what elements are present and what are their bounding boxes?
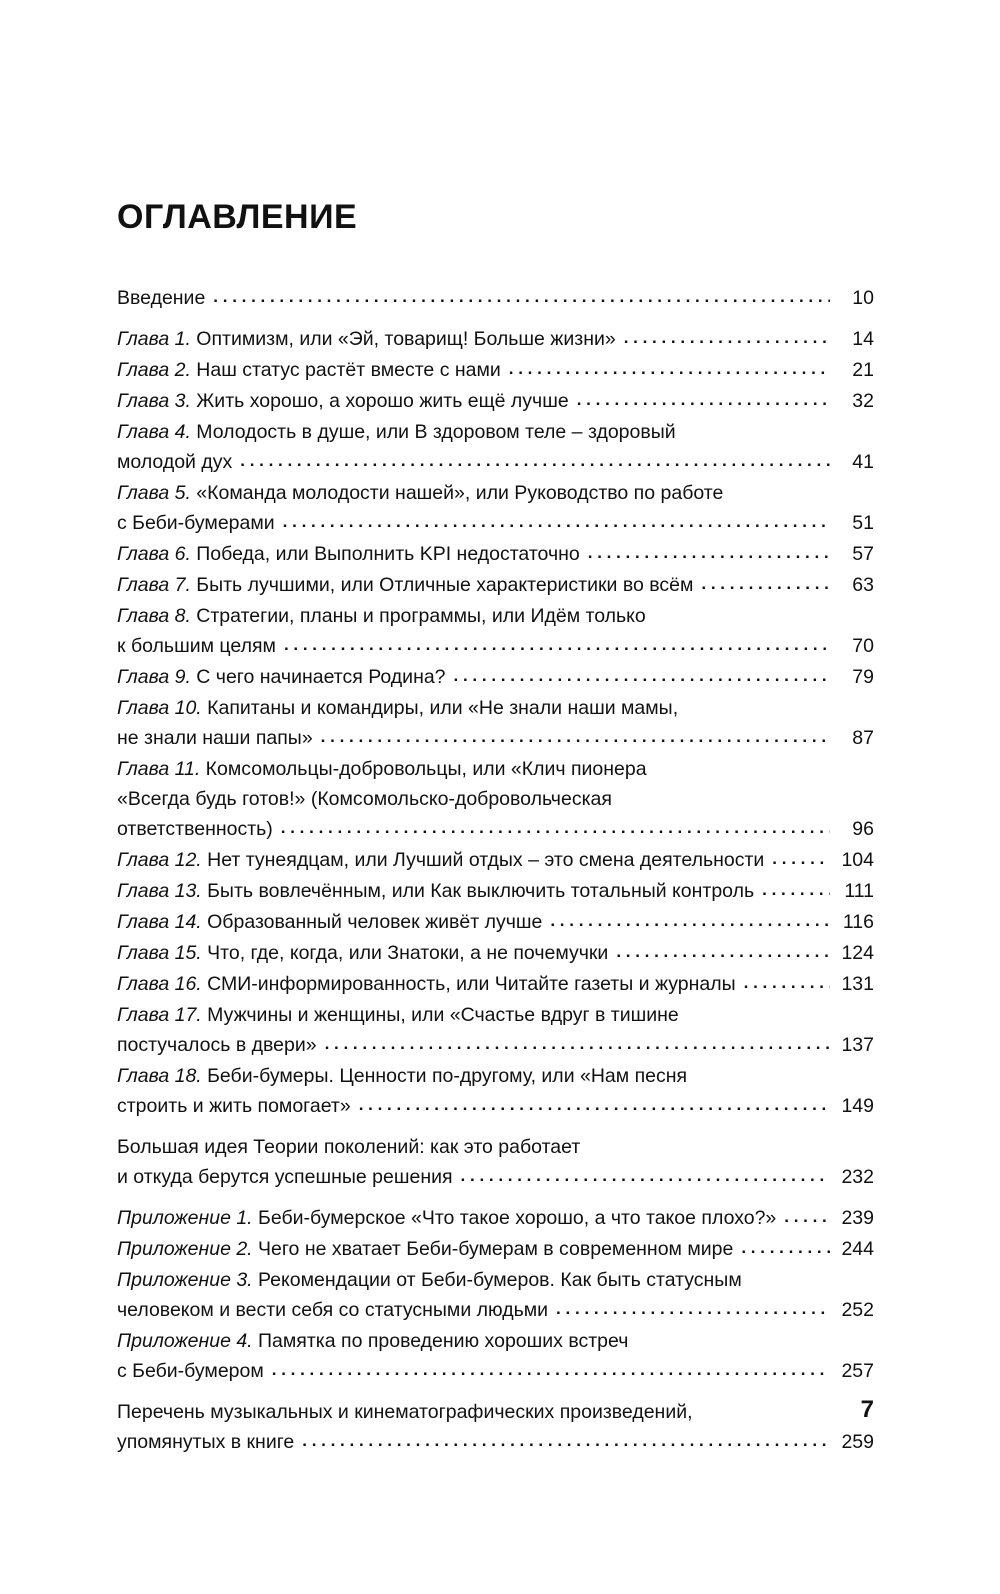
toc-entry-text [117,1091,351,1121]
page-number: 7 [860,1396,874,1423]
toc-entry [117,1203,874,1234]
toc-entry-line [117,447,874,478]
toc-page-number: 10 [852,287,874,309]
toc-entry-title: человеком и вести себя со статусными людьми [117,1299,549,1321]
dot-leader [321,721,830,752]
toc-entry-title: Жить хорошо, а хорошо жить ещё лучше [190,390,569,412]
toc-entry-line [117,845,874,876]
toc-entry-line [117,938,874,969]
toc-entry-label: Глава 11. [117,758,201,780]
toc-entry-title: Большая идея Теории поколений: как это работает [117,1136,581,1158]
toc-entry-line [117,1397,874,1427]
toc-entry-title: Победа, или Выполнить KPI недостаточно [190,543,580,565]
toc-entry [117,1265,874,1326]
toc-entry-text [117,876,754,906]
toc-entry-text [117,1203,776,1233]
toc-entry-label: Глава 4. [117,421,191,443]
toc-entry-text [117,324,616,354]
toc-entry-label: Глава 8. [117,605,191,627]
toc-entry-line [117,1427,874,1458]
toc-entry-title: не знали наши папы» [117,727,313,749]
toc-entry-line [117,1132,874,1162]
toc-entry-title: молодой дух [117,451,233,473]
toc-entry-line [117,539,874,570]
dot-leader [556,1293,830,1324]
toc-entry-label: Глава 3. [117,390,191,412]
dot-leader [741,1232,830,1263]
toc-entry-line [117,1203,874,1234]
toc-entry-label: Глава 9. [117,666,191,688]
toc-entry-label: Приложение 1. [117,1207,253,1229]
toc-entry-line [117,1000,874,1030]
toc-page-number: 57 [852,543,874,565]
dot-leader [272,1354,830,1385]
toc-entry-title: с Беби-бумерами [117,512,275,534]
toc-entry-label: Глава 6. [117,543,191,565]
toc-entry [117,693,874,754]
toc-page-number: 96 [852,818,874,840]
toc-entry-line [117,1356,874,1387]
toc-entry [117,1234,874,1265]
toc-page-number: 41 [852,451,874,473]
toc-entry-line [117,355,874,386]
toc-entry [117,417,874,478]
toc-entry [117,283,874,314]
dot-leader [577,384,830,415]
toc-entry-title: Молодость в душе, или В здоровом теле – здоровый [190,421,676,443]
toc-entry-text [117,1030,317,1060]
toc-entry-text [117,723,313,753]
toc-entry-line [117,969,874,1000]
toc-entry [117,1397,874,1458]
toc-entry-title: Введение [117,287,206,309]
toc-entry [117,386,874,417]
toc-entry-title: Беби-бумерское «Что такое хорошо, а что такое плохо?» [252,1207,777,1229]
toc-page-number: 257 [841,1360,874,1382]
toc-page-number: 131 [841,973,874,995]
toc-entry-label: Глава 14. [117,911,202,933]
toc-page-number: 116 [842,911,874,933]
toc-entry-line [117,1295,874,1326]
toc-entry-text [117,631,276,661]
toc-entry-text [117,1234,733,1264]
toc-entry-title: Памятка по проведению хороших встреч [252,1330,629,1352]
toc-entry-text [117,1295,548,1325]
toc-page-number: 252 [841,1299,874,1321]
toc-entry [117,662,874,693]
toc-entry [117,570,874,601]
toc-entry-line [117,570,874,601]
toc-entry-label: Приложение 3. [117,1269,253,1291]
dot-leader [624,322,830,353]
toc-entry-line [117,907,874,938]
toc-entry-text [117,283,205,313]
dot-leader [701,568,830,599]
toc-page-number: 259 [841,1431,874,1453]
toc-page-number: 70 [852,635,874,657]
toc-entry-title: СМИ-информированность, или Читайте газеты и журналы [201,973,736,995]
toc-entry-title: с Беби-бумером [117,1360,264,1382]
toc-entry-title: к большим целям [117,635,276,657]
toc-page-number: 32 [852,390,874,412]
toc-entry-line [117,1265,874,1295]
toc-entry-text [117,447,232,477]
toc-entry-line [117,324,874,355]
toc-entry-label: Глава 12. [117,849,202,871]
toc-entry [117,1132,874,1193]
toc-entry-line [117,754,874,784]
toc-page-number: 149 [841,1095,874,1117]
toc-entry [117,938,874,969]
dot-leader [509,353,830,384]
toc-entry [117,876,874,907]
toc-entry-text [117,1162,453,1192]
toc-entry-text [117,1427,294,1457]
toc-entry-line [117,814,874,845]
toc-entry [117,969,874,1000]
toc-entry-title: постучалось в двери» [117,1034,317,1056]
dot-leader [284,629,830,660]
toc-entry-title: Капитаны и командиры, или «Не знали наши мамы, [201,697,679,719]
toc-entry-text [117,355,501,385]
toc-entry-title: Чего не хватает Беби-бумерам в современном мире [252,1238,734,1260]
toc-entry-title: Беби-бумеры. Ценности по-другому, или «Нам песня [201,1065,688,1087]
toc-entry [117,754,874,845]
toc-entry [117,1326,874,1387]
dot-leader [772,843,830,874]
toc-page-number: 51 [852,512,874,534]
toc-entry [117,355,874,386]
toc-entry-line [117,631,874,662]
toc-entry-text [117,386,569,416]
dot-leader [744,967,830,998]
toc-entry-line [117,1061,874,1091]
toc-entry-title: Оптимизм, или «Эй, товарищ! Больше жизни» [190,328,616,350]
toc-entry-text [117,539,580,569]
toc-entry-line [117,662,874,693]
toc-page-number: 104 [841,849,874,871]
dot-leader [616,936,830,967]
dot-leader [240,445,830,476]
toc-page-number: 21 [852,359,874,381]
toc-entry-line [117,1326,874,1356]
toc-entry-label: Глава 15. [117,942,202,964]
toc-entry-text [117,662,446,692]
toc-entry-line [117,386,874,417]
toc-entry-line [117,283,874,314]
toc-entry-title: строить и жить помогает» [117,1095,351,1117]
toc-entry-title: Быть вовлечённым, или Как выключить тотальный контроль [201,880,755,902]
toc-entry-label: Глава 7. [117,574,191,596]
toc-entry-line [117,478,874,508]
toc-page-number: 14 [852,328,874,350]
toc-entry [117,324,874,355]
dot-leader [784,1201,830,1232]
toc-entry-title: Образованный человек живёт лучше [201,911,543,933]
toc-entry-label: Глава 17. [117,1004,202,1026]
toc-entry-line [117,1234,874,1265]
toc-entry-label: Глава 18. [117,1065,202,1087]
toc-entry-title: «Команда молодости нашей», или Руководство по работе [190,482,724,504]
toc-entry-title: Наш статус растёт вместе с нами [190,359,501,381]
toc-entry-title: Стратегии, планы и программы, или Идём только [190,605,646,627]
toc-entry-line [117,1091,874,1122]
toc-entry-title: и откуда берутся успешные решения [117,1166,453,1188]
toc-page-number: 87 [852,727,874,749]
toc-entry-title: Быть лучшими, или Отличные характеристики во всём [190,574,694,596]
toc-entry-text [117,907,542,937]
toc-entry-title: упомянутых в книге [117,1431,295,1453]
toc-page-number: 111 [844,880,874,902]
toc-entry-title: Перечень музыкальных и кинематографических произведений, [117,1401,693,1423]
toc-entry-line [117,784,874,814]
toc-entry-label: Глава 10. [117,697,202,719]
toc-entry-line [117,601,874,631]
toc-entry-text [117,969,736,999]
dot-leader [325,1028,830,1059]
toc-entry-label: Приложение 4. [117,1330,253,1352]
toc-entry [117,845,874,876]
toc-entry [117,1061,874,1122]
toc-entry-title: Нет тунеядцам, или Лучший отдых – это смена деятельности [201,849,765,871]
dot-leader [588,537,830,568]
toc-entry-title: Мужчины и женщины, или «Счастье вдруг в тишине [201,1004,679,1026]
dot-leader [762,874,830,905]
toc-entry-line [117,693,874,723]
toc-entry-title: Комсомольцы-добровольцы, или «Клич пионера [200,758,647,780]
toc-entry-title: Что, где, когда, или Знатоки, а не почемучки [201,942,609,964]
toc-page-number: 124 [841,942,874,964]
dot-leader [454,660,830,691]
dot-leader [213,281,830,312]
dot-leader [359,1089,830,1120]
toc-entry-title: ответственность) [117,818,273,840]
toc-entry-label: Глава 2. [117,359,191,381]
toc-entry-line [117,417,874,447]
toc-entry-line [117,876,874,907]
toc-entry-text [117,570,693,600]
toc-entry [117,601,874,662]
toc-entry-label: Глава 5. [117,482,191,504]
toc-entry-text [117,814,273,844]
toc-entry-line [117,1162,874,1193]
dot-leader [461,1160,830,1191]
toc-entry-title: Рекомендации от Беби-бумеров. Как быть статусным [252,1269,742,1291]
toc-entry [117,478,874,539]
toc-entry [117,1000,874,1061]
toc-entry-line [117,508,874,539]
toc-entry-title: «Всегда будь готов!» (Комсомольско-добровольческая [117,788,612,810]
toc-page-number: 137 [841,1034,874,1056]
toc-entry-text [117,1356,264,1386]
toc-entry-text [117,845,764,875]
dot-leader [281,812,830,843]
toc-entry-label: Глава 1. [117,328,191,350]
toc-entry [117,907,874,938]
dot-leader [550,905,830,936]
toc-list [117,283,874,1458]
toc-page-number: 79 [852,666,874,688]
toc-page-number: 232 [841,1166,874,1188]
toc-entry-line [117,1030,874,1061]
dot-leader [283,506,830,537]
toc-entry-label: Глава 13. [117,880,202,902]
page-title: ОГЛАВЛЕНИЕ [117,198,358,236]
toc-page-number: 244 [841,1238,874,1260]
toc-entry-text [117,508,275,538]
toc-entry-title: С чего начинается Родина? [190,666,446,688]
toc-page-number: 63 [852,574,874,596]
toc-entry-label: Приложение 2. [117,1238,253,1260]
toc-entry-text [117,938,608,968]
toc-entry-label: Глава 16. [117,973,202,995]
toc-entry [117,539,874,570]
toc-entry-line [117,723,874,754]
toc-page-number: 239 [841,1207,874,1229]
dot-leader [302,1425,830,1456]
